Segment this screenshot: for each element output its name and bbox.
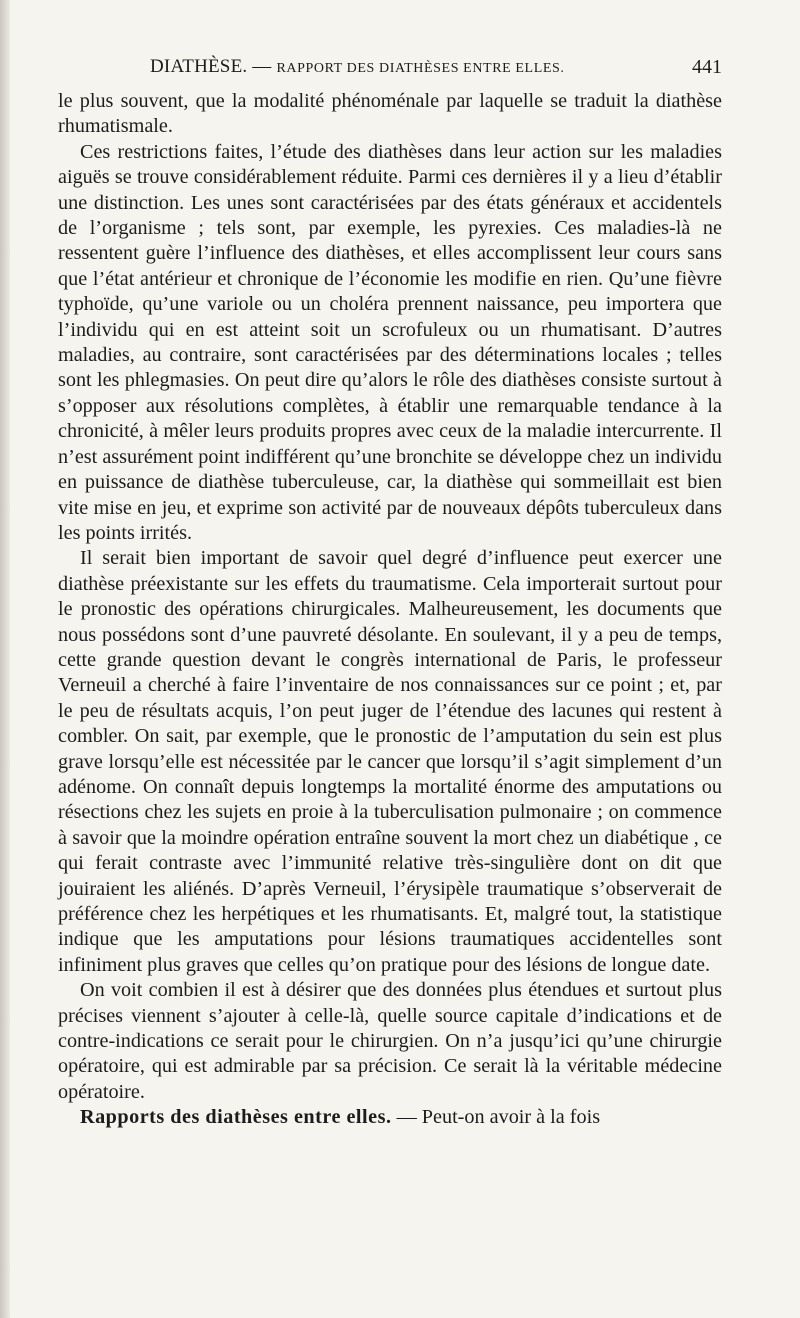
- body-text: [58, 89, 722, 1131]
- section-paragraph: [58, 1105, 722, 1130]
- page-number: 441: [692, 56, 722, 78]
- page-gutter-shadow: [0, 0, 10, 1318]
- running-title-main: DIATHÈSE.: [150, 56, 248, 77]
- running-header: [58, 56, 722, 86]
- paragraph: On voit combien il est à désirer que des données plus étendues et surtout plus précises viennent s’ajouter à celle-là, quelle source capitale d’indications et de contre-indications ce serait pour le chirurgien. On n’a jusqu’ici qu’une chirurgie opératoire, qui est admirable par sa précision. Ce serait là la véritable médecine opératoire.: [58, 979, 722, 1103]
- paragraph: Ces restrictions faites, l’étude des diathèses dans leur action sur les maladies aiguës se trouve considérablement réduite. Parmi ces dernières il y a lieu d’établir une distinction. Les unes sont caractérisées par des états généraux et accidentels de l’organisme ; tels sont, par exemple, les pyrexies. Ces maladies-là ne ressentent guère l’influence des diathèses, et elles accomplissent leur cours sans que l’état antérieur et chronique de l’économie les modifie en rien. Qu’une fièvre typhoïde, qu’une variole ou un choléra prennent naissance, peu importera que l’individu qui en est atteint soit un scrofuleux ou un rhumatisant. D’autres maladies, au contraire, sont caractérisées par des déterminations locales ; telles sont les phlegmasies. On peut dire qu’alors le rôle des diathèses consiste surtout à s’opposer aux résolutions complètes, à établir une remarquable tendance à la chronicité, à mêler leurs produits propres avec ceux de la maladie intercurrente. Il n’est assurément point indifférent qu’une bronchite se développe chez un individu en puissance de diathèse tuberculeuse, car, la diathèse qui sommeillait est bien vite mise en jeu, et exprime son activité par de nouveaux dépôts tuberculeux dans les points irrités.: [58, 140, 722, 544]
- paragraph-continued: le plus souvent, que la modalité phénoménale par laquelle se traduit la diathèse rhumatismale.: [58, 90, 722, 138]
- section-heading: Rapports des diathèses entre elles.: [80, 1106, 392, 1129]
- running-title-dash: —: [252, 56, 272, 77]
- running-title: [150, 56, 670, 78]
- section-text: — Peut-on avoir à la fois: [391, 1106, 601, 1129]
- running-title-sub: RAPPORT DES DIATHÈSES ENTRE ELLES.: [276, 61, 565, 76]
- paragraph: Il serait bien important de savoir quel degré d’influence peut exercer une diathèse préexistante sur les effets du traumatisme. Cela importerait surtout pour le pronostic des opérations chirurgicales. Malheureusement, les documents que nous possédons sont d’une pauvreté désolante. En soulevant, il y a peu de temps, cette grande question devant le congrès international de Paris, le professeur Verneuil a cherché à faire l’inventaire de nos connaissances sur ce point ; et, par le peu de résultats acquis, l’on peut juger de l’étendue des lacunes qui restent à combler. On sait, par exemple, que le pronostic de l’amputation du sein est plus grave lorsqu’elle est nécessitée par le cancer que lorsqu’il s’agit simplement d’un adénome. On connaît depuis longtemps la mortalité énorme des amputations ou résections chez les sujets en proie à la tuberculisation pulmonaire ; on commence à savoir que la moindre opération entraîne souvent la mort chez un diabétique , ce qui ferait contraste avec l’immunité relative très-singulière dont on dit que jouiraient les aliénés. D’après Verneuil, l’érysipèle traumatique s’observerait de préférence chez les herpétiques et les rhumatisants. Et, malgré tout, la statistique indique que les amputations pour lésions traumatiques accidentelles sont infiniment plus graves que celles qu’on pratique pour des lésions de longue date.: [58, 547, 722, 976]
